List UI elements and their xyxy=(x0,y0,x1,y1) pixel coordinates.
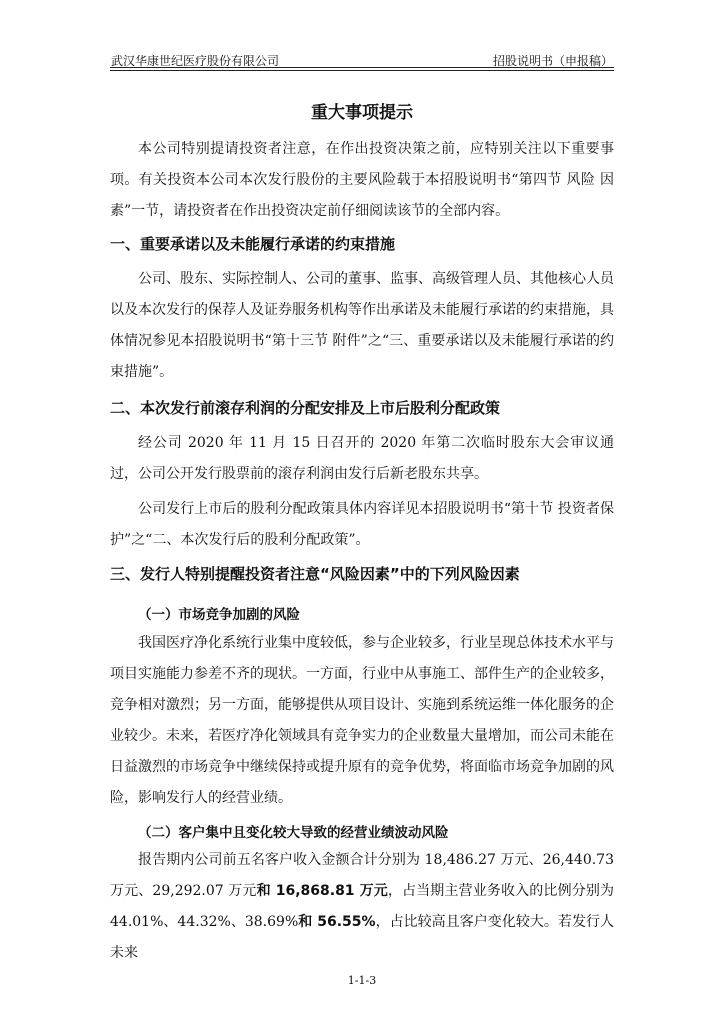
subsection-2-text-a: 报告期内公司前五名客户收入金额合计分别为 18,486.27 万元、26,440.73 万元、29,292.07 万元 xyxy=(110,852,614,899)
header-document-type: 招股说明书（申报稿） xyxy=(492,54,613,68)
page-title: 重大事项提示 xyxy=(311,103,413,123)
header-rule-secondary xyxy=(110,70,614,71)
page-number: 1-1-3 xyxy=(347,974,377,987)
section-1-paragraph: 公司、股东、实际控制人、公司的董事、监事、高级管理人员、其他核心人员以及本次发行的保荐人及证券服务机构等作出承诺及未能履行承诺的约束措施，具体情况参见本招股说明书“第十三节 附件”之“三、重要承诺以及未能履行承诺的约束措施”。 xyxy=(110,271,614,380)
section-2-paragraph-1: 经公司 2020 年 11 月 15 日召开的 2020 年第二次临时股东大会审议通过，公司公开发行股票前的滚存利润由发行后新老股东共享。 xyxy=(110,435,614,482)
header-rule xyxy=(110,67,614,68)
subsection-2-paragraph xyxy=(110,845,614,969)
section-1-heading: 一、重要承诺以及未能履行承诺的约束措施 xyxy=(110,235,396,253)
intro-paragraph: 本公司特别提请投资者注意，在作出投资决策之前，应特别关注以下重要事 项。有关投资本公司本次发行股份的主要风险载于本招股说明书“第四节 风险 因素”一节，请投资者在作出投资决定前仔细阅读该节的全部内容。 xyxy=(110,141,614,219)
subsection-2-bold-amount: 和 16,868.81 万元 xyxy=(256,883,388,899)
section-2-heading: 二、本次发行前滚存利润的分配安排及上市后股利分配政策 xyxy=(110,399,501,417)
subsection-2-text-c: ，占当期主营业务收入的比例分别为 44.01%、44.32%、38.69% xyxy=(110,883,615,930)
header-company-name: 武汉华康世纪医疗股份有限公司 xyxy=(111,54,280,68)
subsection-2-bold-ratio: 和 56.55% xyxy=(298,914,376,930)
section-3-heading: 三、发行人特别提醒投资者注意“风险因素”中的下列风险因素 xyxy=(110,565,520,583)
subsection-1-heading: （一）市场竞争加剧的风险 xyxy=(138,607,300,623)
section-2-paragraph-2: 公司发行上市后的股利分配政策具体内容详见本招股说明书“第十节 投资者保护”之“二、本次发行后的股利分配政策”。 xyxy=(110,501,614,548)
subsection-2-text-e: ，占比较高且客户变化较大。若发行人未来 xyxy=(110,914,615,961)
subsection-1-paragraph: 我国医疗净化系统行业集中度较低，参与企业较多，行业呈现总体技术水平与项目实施能力参差不齐的现状。一方面，行业中从事施工、部件生产的企业较多，竞争相对激烈；另一方面，能够提供从项目设计、实施到系统运维一体化服务的企业较少。未来，若医疗净化领域具有竞争实力的企业数量大量增加，而公司未能在日益激烈的市场竞争中继续保持或提升原有的竞争优势，将面临市场竞争加剧的风险，影响发行人的经营业绩。 xyxy=(110,635,614,806)
subsection-2-heading: （二）客户集中且变化较大导致的经营业绩波动风险 xyxy=(138,825,449,841)
